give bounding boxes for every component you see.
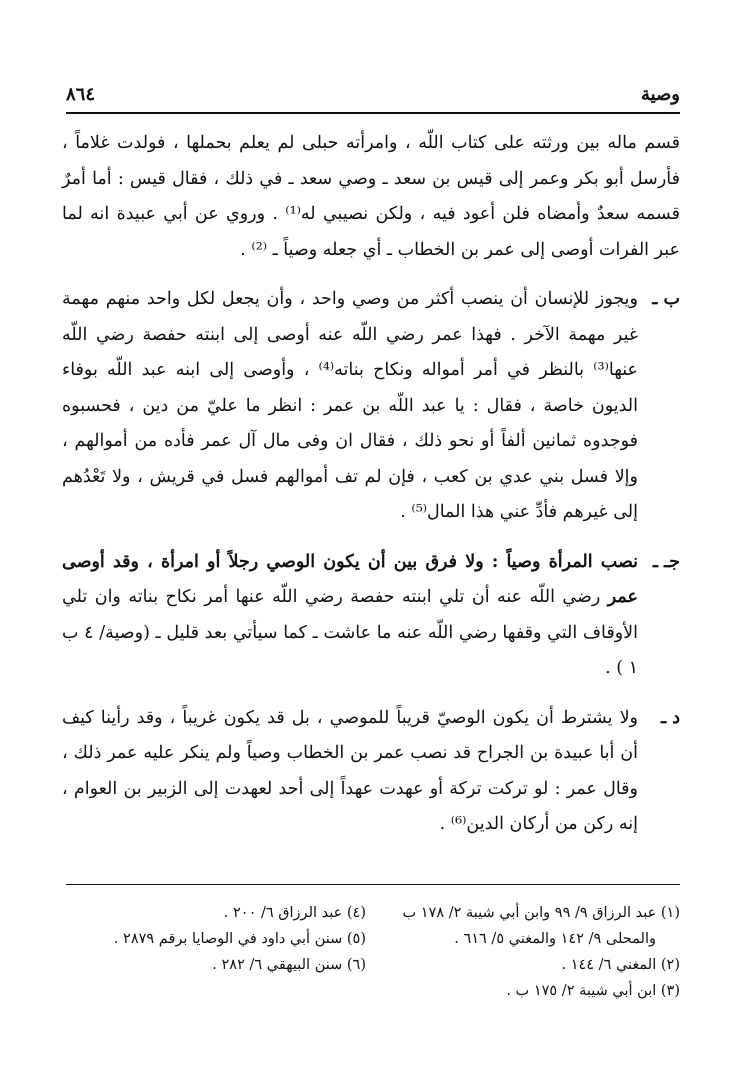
- header-rule: [66, 112, 680, 114]
- paragraph-marker: جـ ـ: [652, 551, 680, 572]
- paragraph-ba: [62, 282, 680, 531]
- paragraph-marker: د ـ: [660, 707, 680, 728]
- footnotes-right-column: [380, 900, 680, 1004]
- paragraph-text: ولا يشترط أن يكون الوصيّ قريباً للموصي ، بل قد يكون غريباً ، وقد رأينا كيف أن أبا عبيدة بن الجراح قد نصب عمر بن الخطاب وصياً ولم ينكر عليه عمر ذلك ، وقال عمر : لو تركت تركة أو عهدت عهداً إلى أحد لعهدت إلى الزبير بن العوام ، إنه ركن من أركان الدين⁽⁶⁾ .: [62, 707, 638, 834]
- paragraph-bold-lead: نصب المرأة وصياً : ولا فرق بين أن يكون الوصي رجلاً أو امرأة ، وقد أوصى عمر: [62, 551, 638, 607]
- footnote-item: (٥) سنن أبي داود في الوصايا برقم ٢٨٧٩ .: [113, 931, 366, 947]
- footnote-item: (١) عبد الرزاق ٩/ ٩٩ وابن أبي شيبة ٢/ ١٧٨ ب: [402, 905, 680, 921]
- footnote-item: والمحلى ٩/ ١٤٢ والمغني ٥/ ٦١٦ .: [454, 931, 656, 947]
- paragraph-text: ويجوز للإنسان أن ينصب أكثر من وصي واحد ، وأن يجعل لكل واحد منهم مهمة غير مهمة الآخر . فهذا عمر رضي اللّه عنه أوصى إلى ابنته حفصة رضي اللّه عنها⁽³⁾ بالنظر في أمر أمواله ونكاح بناته⁽⁴⁾ ، وأوصى إلى ابنه عبد اللّه بوفاء الديون خاصة ، فقال : يا عبد اللّه بن عمر : انظر ما عليّ من دين ، فحسبوه فوجدوه ثمانين ألفاً أو نحو ذلك ، فقال ان وفى مال آل عمر فأده من أموالهم ، وإلا فسل بني عدي بن كعب ، فإن لم تف أموالهم فسل في قريش ، ولا تَعْدُهم إلى غيرهم فأدِّ عني هذا المال⁽⁵⁾ .: [62, 289, 638, 522]
- footnote-rule: [66, 884, 680, 885]
- paragraph-jim: [62, 545, 680, 687]
- running-header: [66, 84, 680, 110]
- footnote-item: (٢) المغني ٦/ ١٤٤ .: [561, 957, 680, 973]
- paragraph-marker: ب ـ: [652, 289, 680, 309]
- footnote-item: (٤) عبد الرزاق ٦/ ٢٠٠ .: [223, 905, 366, 921]
- footnote-item: (٦) سنن البيهقي ٦/ ٢٨٢ .: [212, 957, 366, 973]
- paragraph-continuation: [62, 126, 680, 268]
- page-number: ٨٦٤: [66, 84, 96, 105]
- paragraph-dal: [62, 701, 680, 843]
- footnote-item: (٣) ابن أبي شيبة ٢/ ١٧٥ ب .: [506, 983, 680, 999]
- paragraph-text: رضي اللّه عنه أن تلي ابنته حفصة رضي اللّه عنها أمر نكاح بناته وان تلي الأوقاف التي وقفها رضي اللّه عنه ما عاشت ـ كما سيأتي بعد قليل ـ (وصية/ ٤ ب ١ ) .: [62, 587, 638, 678]
- header-title: وصية: [640, 84, 680, 105]
- main-text: [62, 126, 680, 843]
- paragraph-text: قسم ماله بين ورثته على كتاب اللّه ، وامرأته حبلى لم يعلم بحملها ، فولدت غلاماً ، فأرسل أبو بكر وعمر إلى قيس بن سعد ـ وصي سعد ـ في ذلك ، فقال قيس : أما أمرٌ قسمه سعدٌ وأمضاه فلن أعود فيه ، ولكن نصيبي له⁽¹⁾ . وروي عن أبي عبيدة انه لما عبر الفرات أوصى إلى عمر بن الخطاب ـ أي جعله وصياً ـ ⁽²⁾ .: [62, 133, 681, 260]
- footnotes-left-column: [66, 900, 366, 978]
